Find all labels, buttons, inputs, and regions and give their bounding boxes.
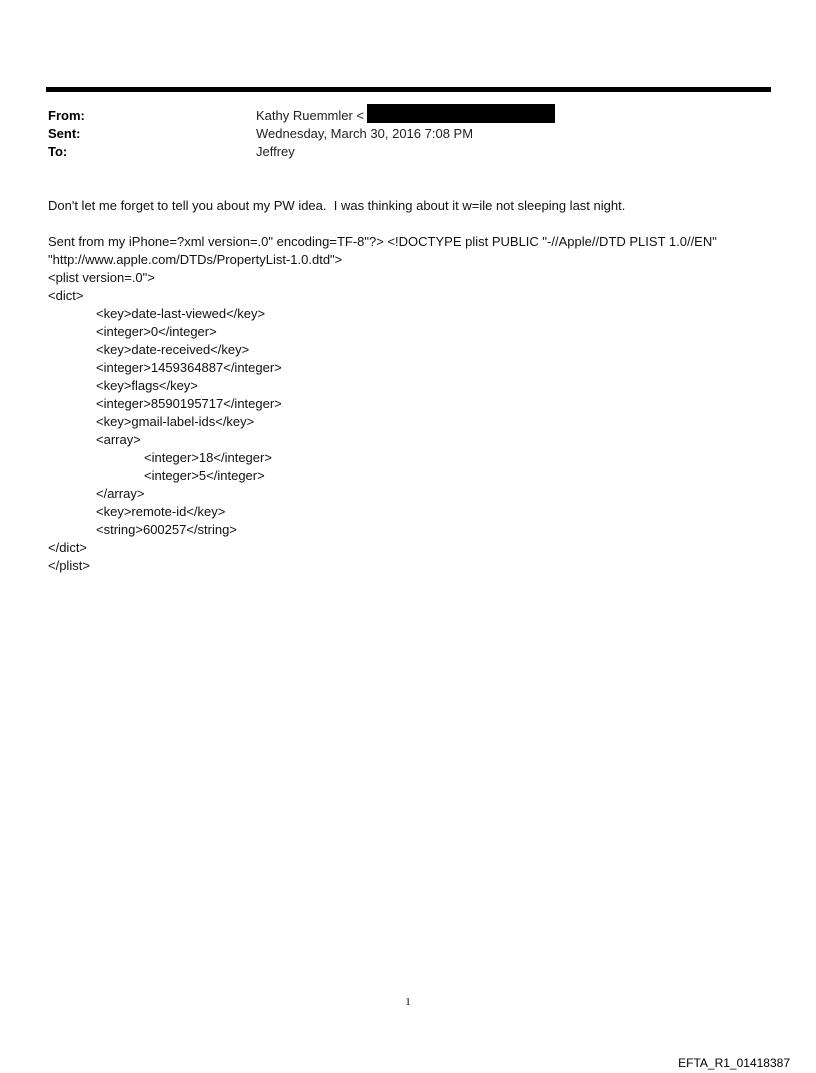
from-label: From:: [48, 108, 85, 123]
xml-line: <string>600257</string>: [96, 522, 237, 537]
to-label: To:: [48, 144, 68, 159]
from-value: [256, 107, 555, 125]
sent-label: Sent:: [48, 126, 81, 141]
message-text: Don't let me forget to tell you about my PW idea. I was thinking about it w=ile not sleeping last night.: [48, 198, 626, 213]
document-id: EFTA_R1_01418387: [678, 1056, 790, 1070]
xml-line: <integer>8590195717</integer>: [96, 396, 282, 411]
xml-line: <key>flags</key>: [96, 378, 198, 393]
sent-row: [48, 125, 768, 143]
xml-line: <integer>18</integer>: [144, 450, 272, 465]
xml-line: <plist version=.0">: [48, 270, 155, 285]
paragraph-gap: [48, 215, 768, 233]
xml-line: </dict>: [48, 540, 88, 555]
xml-line: <key>gmail-label-ids</key>: [96, 414, 255, 429]
xml-line: <dict>: [48, 288, 84, 303]
to-value: Jeffrey: [256, 144, 295, 159]
xml-line: <integer>1459364887</integer>: [96, 360, 282, 375]
redaction-box: [367, 104, 555, 123]
to-row: [48, 143, 768, 161]
page-number: 1: [405, 996, 411, 1008]
xml-line: </plist>: [48, 558, 90, 573]
xml-line: <key>remote-id</key>: [96, 504, 226, 519]
from-row: [48, 107, 768, 125]
sender-name: Kathy Ruemmler <: [256, 108, 365, 123]
email-header: [48, 107, 768, 161]
email-body: [48, 197, 768, 575]
sent-value: Wednesday, March 30, 2016 7:08 PM: [256, 126, 474, 141]
signature-line: Sent from my iPhone=?xml version=.0" encoding=TF-8"?> <!DOCTYPE plist PUBLIC "-//Apple//DTD PLIST 1.0//EN": [48, 234, 717, 249]
xml-line: <key>date-received</key>: [96, 342, 250, 357]
header-rule: [46, 87, 771, 92]
xml-line: <array>: [96, 432, 141, 447]
signature-line: "http://www.apple.com/DTDs/PropertyList-1.0.dtd">: [48, 252, 343, 267]
xml-line: </array>: [96, 486, 145, 501]
xml-line: <integer>5</integer>: [144, 468, 265, 483]
xml-line: <integer>0</integer>: [96, 324, 217, 339]
xml-line: <key>date-last-viewed</key>: [96, 306, 266, 321]
